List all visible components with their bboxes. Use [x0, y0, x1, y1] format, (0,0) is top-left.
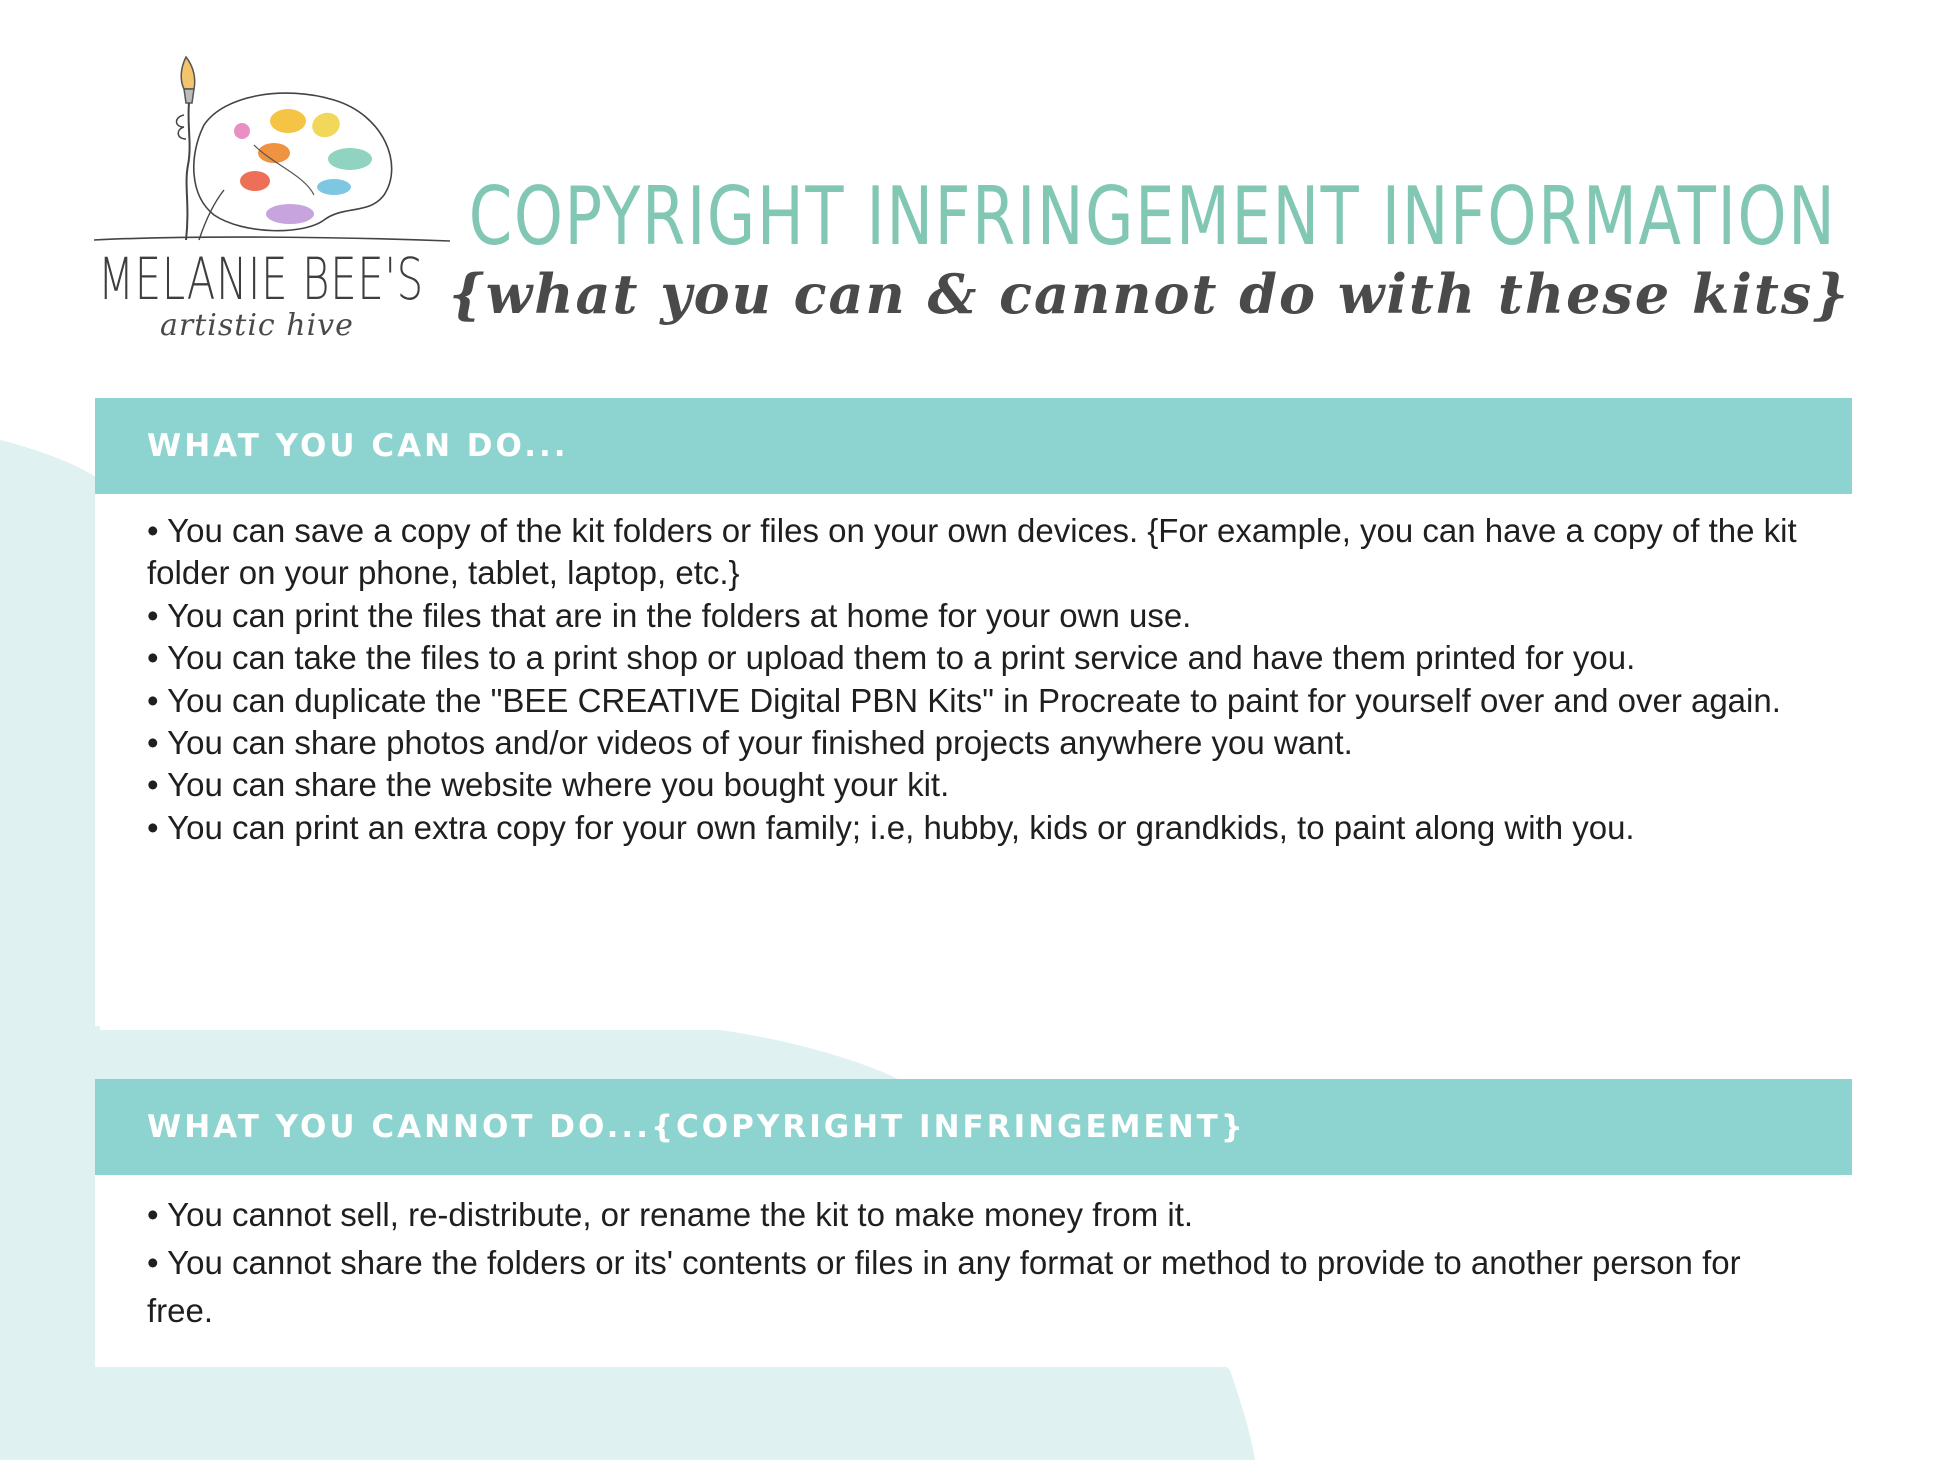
list-item: • You can print the files that are in the folders at home for your own use. [147, 596, 1192, 634]
list-item: • You can share photos and/or videos of your finished projects anywhere you want. [147, 724, 1353, 762]
list-item: • You can duplicate the "BEE CREATIVE Digital PBN Kits" in Procreate to paint for yourself over and over again. [147, 681, 1781, 719]
list-item: • You can share the website where you bought your kit. [147, 766, 950, 804]
logo-tagline: artistic hive [160, 308, 354, 343]
list-item: • You cannot sell, re-distribute, or rename the kit to make money from it. [147, 1196, 1194, 1233]
page-subtitle: {what you can & cannot do with these kits} [449, 262, 1850, 326]
can-do-heading: WHAT YOU CAN DO... [95, 398, 1852, 494]
list-item: • You cannot share the folders or its' contents or files in any format or method to provide to another person for free. [147, 1244, 1741, 1329]
paint-palette-icon [94, 55, 454, 255]
list-item: • You can save a copy of the kit folders or files on your own devices. {For example, you can have a copy of the kit folder on your phone, tablet, laptop, etc.} [147, 512, 1797, 592]
logo-brand-name: MELANIE BEE'S [98, 245, 424, 313]
cannot-do-heading: WHAT YOU CANNOT DO...{COPYRIGHT INFRINGEMENT} [95, 1079, 1852, 1175]
can-do-section [95, 398, 1852, 1026]
list-item: • You can print an extra copy for your own family; i.e, hubby, kids or grandkids, to paint along with you. [147, 808, 1635, 846]
page-title: COPYRIGHT INFRINGEMENT INFORMATION [468, 170, 1836, 263]
list-item: • You can take the files to a print shop or upload them to a print service and have them printed for you. [147, 639, 1636, 677]
cannot-do-list [95, 1175, 1852, 1335]
brand-logo [94, 55, 454, 350]
cannot-do-section [95, 1079, 1852, 1367]
can-do-list [95, 494, 1852, 849]
